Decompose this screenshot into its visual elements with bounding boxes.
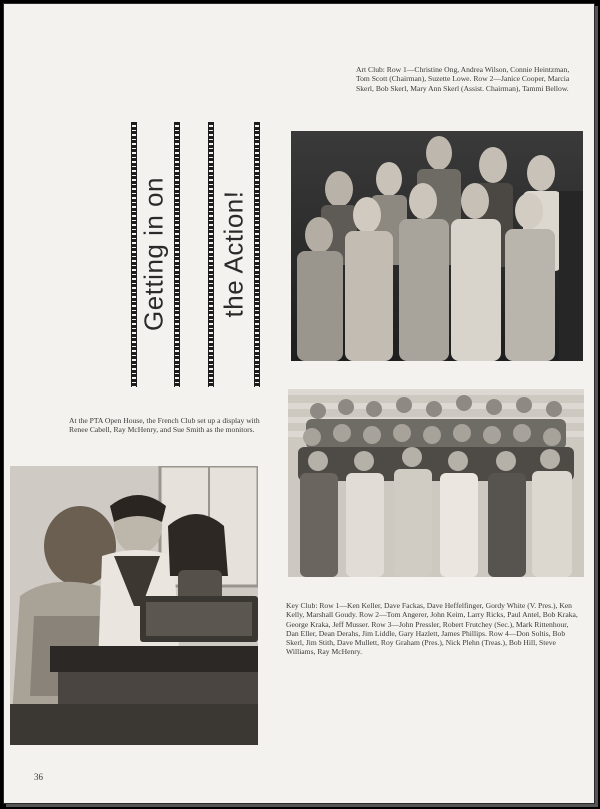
- title-line-1: Getting in on: [138, 177, 169, 331]
- art-club-photo: [291, 131, 583, 361]
- art-club-caption: Art Club: Row 1—Christine Ong, Andrea Wilson, Connie Heintzman, Tom Scott (Chairman), Suzette Lowe. Row 2—Janice Cooper, Marcia Skerl, Bob Skerl, Mary Ann Skerl (Assist. Chairman), Tammi Bellow.: [356, 65, 570, 93]
- chain-border-right: [254, 122, 260, 387]
- pta-open-house-photo-image: [10, 466, 258, 745]
- pta-open-house-photo: [10, 466, 258, 745]
- title-line-2: the Action!: [218, 190, 249, 318]
- chain-border-mid-left: [174, 122, 180, 387]
- key-club-photo-image: [288, 389, 584, 577]
- yearbook-page: [3, 3, 595, 804]
- pta-caption: At the PTA Open House, the French Club set up a display with Renee Cabell, Ray McHenry, and Sue Smith as the monitors.: [69, 416, 260, 435]
- page-number: 36: [34, 772, 43, 782]
- chain-border-left: [131, 122, 137, 387]
- key-club-caption: Key Club: Row 1—Ken Keller, Dave Fackas, Dave Heffelfinger, Gordy White (V. Pres.), Ken Kelly, Marshall Goudy. Row 2—Tom Angerer, John Keim, Larry Ricks, Paul Antel, Bob Kraka, George Kraka, Jeff Musser. Row 3—John Pressler, Robert Frutchey (Sec.), Mark Rittenhour, Dan Eller, Dean Derahs, Jim Liddle, Gary Hazlett, James Phillips. Row 4—Don Soltis, Bob Skerl, Jim Stith, Dave Mullett, Roy Graham (Pres.), Nick Plehn (Treas.), Bob Hill, Steve Williams, Ray McHenry.: [286, 601, 578, 657]
- key-club-photo: [288, 389, 584, 577]
- art-club-photo-image: [291, 131, 583, 361]
- chain-border-mid-right: [208, 122, 214, 387]
